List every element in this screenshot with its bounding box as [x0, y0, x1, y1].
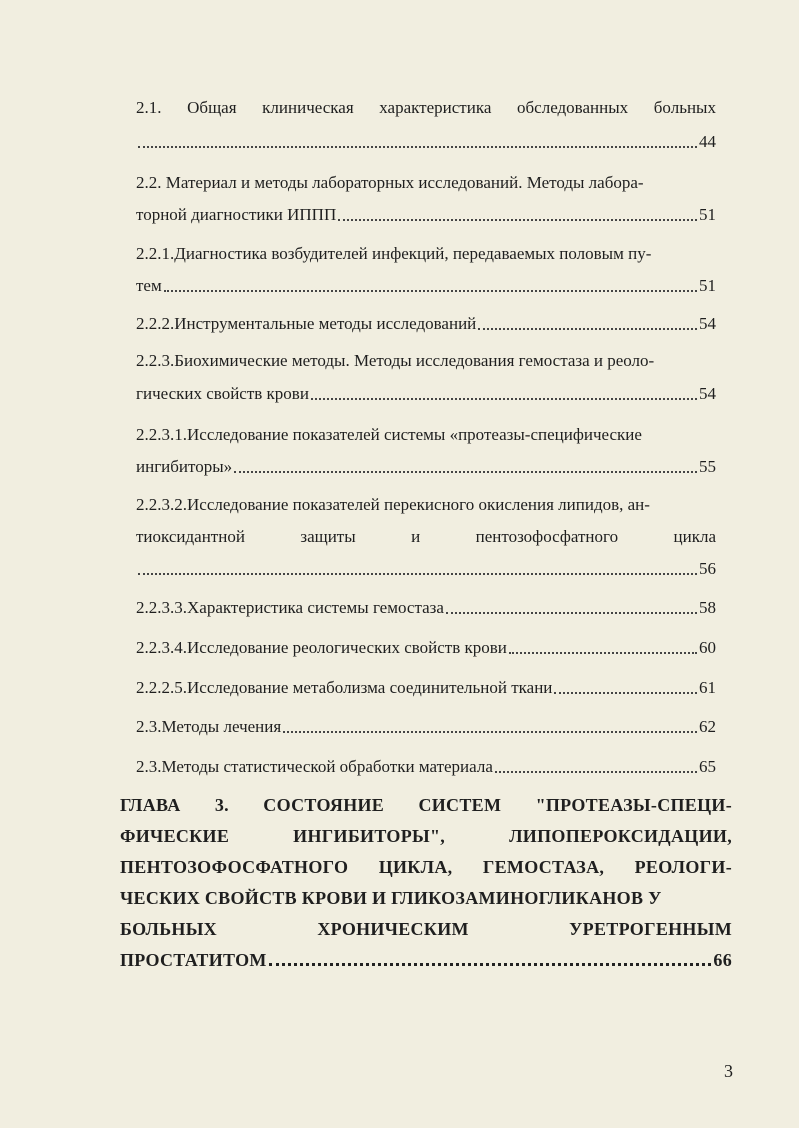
toc-entry-text: 2.2.3.1.Исследование показателей системы «протеазы-специфические [136, 425, 642, 444]
toc-entry-text: 2.2.2.5.Исследование метаболизма соединительной ткани [136, 678, 553, 697]
toc-page-number: 54 [699, 314, 716, 333]
toc-entry-continuation: гических свойств крови [136, 384, 309, 403]
chapter-line: ЧЕСКИХ СВОЙСТВ КРОВИ И ГЛИКОЗАМИНОГЛИКАНОВ У [120, 888, 662, 908]
toc-page-number: 58 [699, 598, 716, 617]
toc-page-number: 65 [699, 757, 716, 776]
toc-leader [136, 597, 716, 619]
dot-leader [446, 598, 697, 614]
toc-leader [120, 949, 732, 971]
toc-entry-continuation: тиоксидантной защиты и пентозофосфатного цикла [136, 527, 716, 546]
dot-leader [164, 276, 697, 292]
toc-page-number: 56 [699, 559, 716, 578]
toc-entry-text: 2.2.3.2.Исследование показателей перекисного окисления липидов, ан- [136, 495, 650, 514]
toc-page-number: 44 [699, 132, 716, 151]
toc-entry-text: 2.2. Материал и методы лабораторных исследований. Методы лабора- [136, 173, 644, 192]
toc-page-number: 66 [713, 950, 732, 970]
toc-leader [136, 131, 716, 153]
toc-page-number: 54 [699, 384, 716, 403]
dot-leader [495, 757, 697, 773]
chapter-line: БОЛЬНЫХ ХРОНИЧЕСКИМ УРЕТРОГЕННЫМ [120, 919, 732, 939]
toc-entry-continuation: торной диагностики ИППП [136, 205, 337, 224]
chapter-line: ФИЧЕСКИЕ ИНГИБИТОРЫ", ЛИПОПЕРОКСИДАЦИИ, [120, 826, 732, 846]
toc-entry-text: 2.2.3.4.Исследование реологических свойств крови [136, 638, 507, 657]
toc-entry-continuation: ингибиторы» [136, 457, 233, 476]
dot-leader [554, 678, 697, 694]
toc-leader [136, 456, 716, 478]
dot-leader [283, 717, 697, 733]
toc-page-number: 62 [699, 717, 716, 736]
toc-entry-2-1 [136, 97, 716, 151]
toc-leader [136, 716, 716, 738]
toc-leader [136, 677, 716, 699]
toc-leader [136, 637, 716, 659]
toc-page-number: 55 [699, 457, 716, 476]
dot-leader [311, 384, 697, 400]
dot-leader [234, 457, 697, 473]
toc-leader [136, 275, 716, 297]
toc-page-number: 61 [699, 678, 716, 697]
chapter-line: ПРОСТАТИТОМ [120, 950, 267, 970]
chapter-line: ГЛАВА 3. СОСТОЯНИЕ СИСТЕМ "ПРОТЕАЗЫ-СПЕЦИ- [120, 795, 732, 815]
dot-leader [138, 132, 697, 148]
toc-entry-continuation: тем [136, 276, 162, 295]
toc-entry-text: 2.2.1.Диагностика возбудителей инфекций, передаваемых половым пу- [136, 244, 652, 263]
toc-page-number: 60 [699, 638, 716, 657]
toc-entry-text: 2.3.Методы лечения [136, 717, 282, 736]
toc-leader [136, 383, 716, 405]
toc-entry-text: 2.2.2.Инструментальные методы исследований [136, 314, 477, 333]
toc-page-number: 51 [699, 205, 716, 224]
chapter-line: ПЕНТОЗОФОСФАТНОГО ЦИКЛА, ГЕМОСТАЗА, РЕОЛОГИ- [120, 857, 732, 877]
toc-leader [136, 756, 716, 778]
toc-entry-text: 2.2.3.3.Характеристика системы гемостаза [136, 598, 444, 617]
toc-leader [136, 558, 716, 580]
dot-leader [138, 559, 697, 575]
toc-entry-text: 2.3.Методы статистической обработки материала [136, 757, 493, 776]
toc-entry-text: 2.2.3.Биохимические методы. Методы исследования гемостаза и реоло- [136, 351, 655, 370]
toc-leader [136, 204, 716, 226]
dot-leader [478, 314, 697, 330]
dot-leader [338, 205, 697, 221]
dot-leader [509, 638, 697, 654]
toc-entry-text: 2.1. Общая клиническая характеристика обследованных больных [136, 98, 716, 117]
dot-leader [269, 949, 712, 966]
toc-leader [136, 313, 716, 335]
toc-page-number: 51 [699, 276, 716, 295]
page-number: 3 [724, 1061, 733, 1081]
